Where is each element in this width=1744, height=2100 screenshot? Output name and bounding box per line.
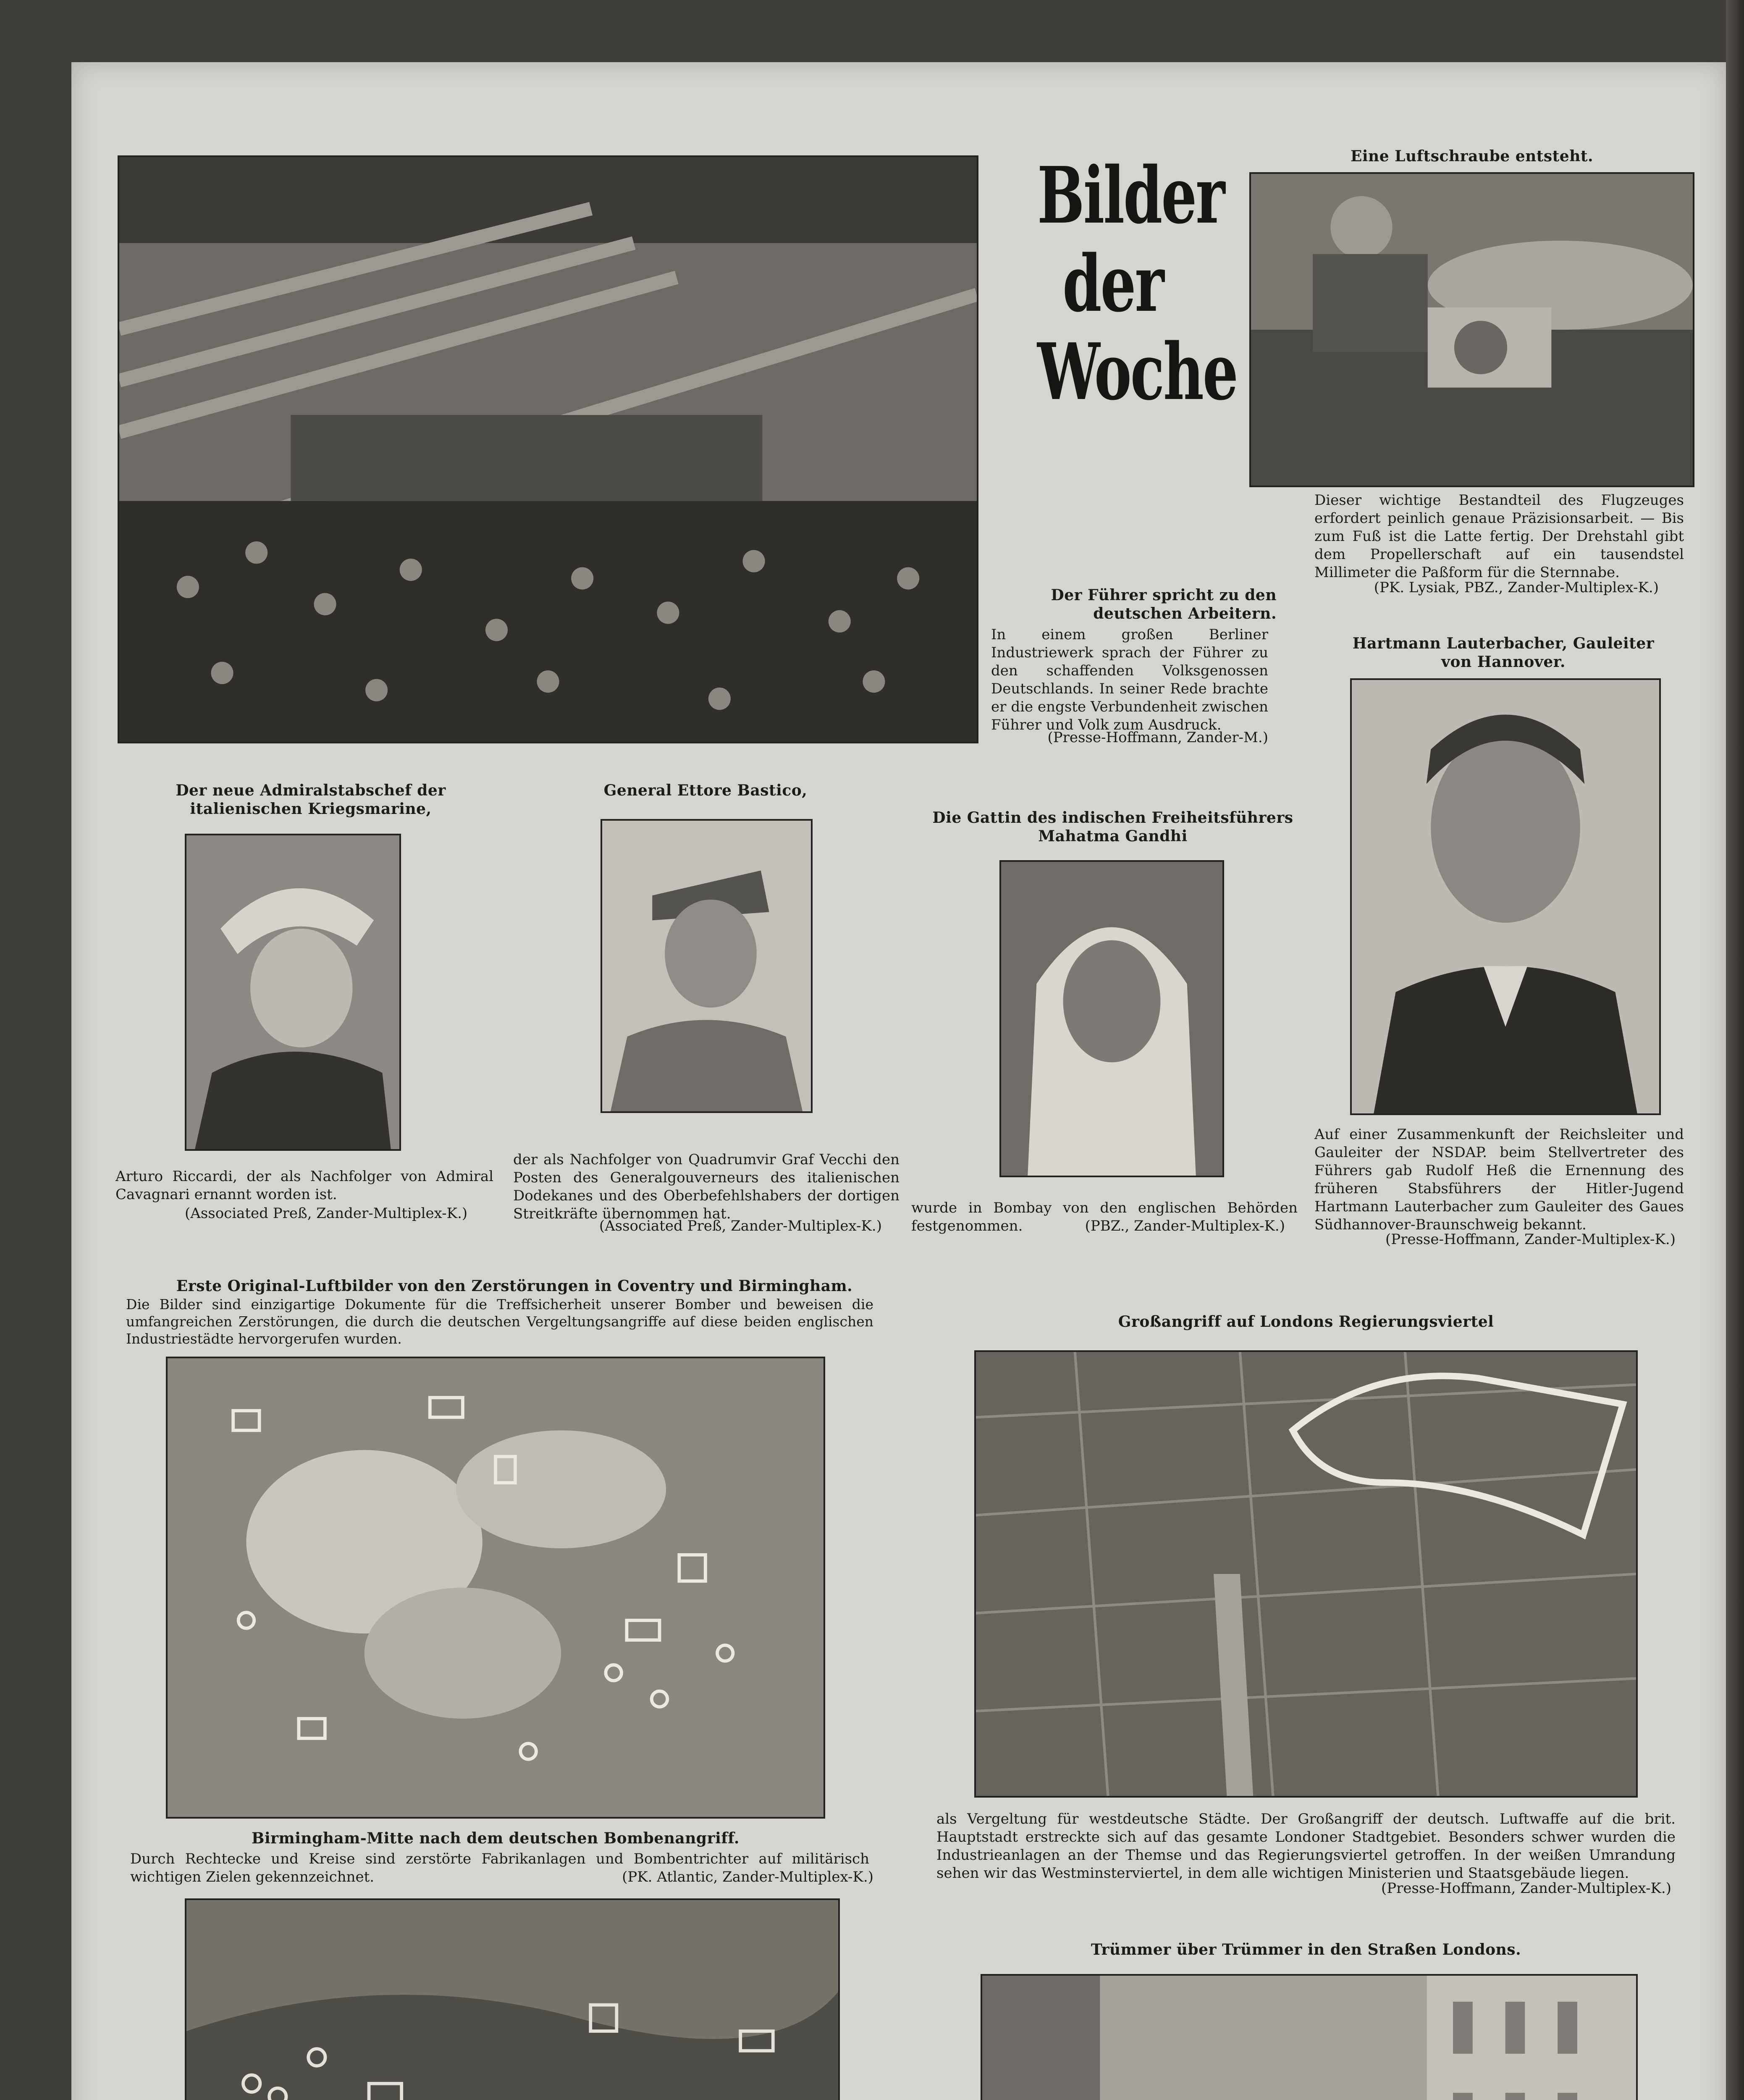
photo-london-aerial: [974, 1350, 1638, 1798]
photo-coventry: [185, 1898, 840, 2100]
birmingham-body: Durch Rechtecke und Kreise sind zerstörte Fabrikanlagen und Bombentrichter auf militärisch wichtigen Zielen gekennzeichnet.: [130, 1851, 869, 1885]
page-title: [1008, 150, 1237, 417]
gandhi-body: wurde in Bombay von den englischen Behörden festgenommen.: [911, 1200, 1298, 1234]
luftschraube-credit: (PK. Lysiak, PBZ., Zander-Multiplex-K.): [1374, 579, 1659, 596]
birmingham-credit: (PK. Atlantic, Zander-Multiplex-K.): [622, 1869, 873, 1885]
riccardi-body: Arturo Riccardi, der als Nachfolger von Admiral Cavagnari ernannt worden ist.: [115, 1168, 493, 1203]
photo-propeller: [1249, 172, 1694, 487]
birmingham-heading: Birmingham-Mitte nach dem deutschen Bombenangriff.: [252, 1830, 740, 1847]
bastico-credit: (Associated Preß, Zander-Multiplex-K.): [599, 1218, 882, 1234]
photo-birmingham: [166, 1357, 825, 1819]
fuehrer-credit: (Presse-Hoffmann, Zander-M.): [1047, 729, 1268, 746]
photo-fuehrer-speech: [118, 155, 978, 743]
london-heading: Großangriff auf Londons Regierungsviertel: [1118, 1313, 1494, 1331]
truemmer-heading: Trümmer über Trümmer in den Straßen Londons.: [1091, 1941, 1521, 1958]
gandhi-credit: (PBZ., Zander-Multiplex-K.): [1085, 1218, 1285, 1234]
bastico-body: der als Nachfolger von Quadrumvir Graf Vecchi den Posten des Generalgouverneurs des italienischen Dodekanes und des Oberbefehlshabers der dortigen Streitkräfte übernommen hat.: [513, 1151, 900, 1222]
bastico-heading: General Ettore Bastico,: [603, 782, 808, 799]
title-line-1: Bilder: [1037, 150, 1224, 241]
title-line-3: Woche: [1037, 326, 1237, 417]
luftbilder-heading: Erste Original-Luftbilder von den Zerstörungen in Coventry und Birmingham.: [176, 1277, 853, 1295]
title-line-2: der: [1062, 238, 1163, 329]
riccardi-heading: Der neue Admiralstabschef der italienischen Kriegsmarine,: [176, 782, 446, 818]
photo-riccardi: [185, 834, 401, 1151]
luftbilder-body: Die Bilder sind einzigartige Dokumente für die Treffsicherheit unserer Bomber und beweisen die umfangreichen Zerstörungen, die durch die deutschen Vergeltungsangriffe auf diese beiden englischen Industriestädte hervorgerufen wurden.: [126, 1296, 873, 1347]
luftschraube-body: Dieser wichtige Bestandteil des Flugzeuges erfordert peinlich genaue Präzisionsarbeit. — Bis zum Fuß ist die Latte fertig. Der Drehstahl gibt dem Propellerschaft auf ein tausendstel Millimeter die Paßform für die Sternnabe.: [1314, 492, 1684, 581]
london-body: als Vergeltung für westdeutsche Städte. Der Großangriff der deutsch. Luftwaffe auf die brit. Hauptstadt erstreckte sich auf das gesamte Londoner Stadtgebiet. Besonders schwer wurden die Industrieanlagen an der Themse und das Regierungsviertel getroffen. In der weißen Umrandung sehen wir das Westminsterviertel, in dem alle wichtigen Ministerien und Staatsgebäude liegen.: [936, 1811, 1676, 1882]
lauterbacher-credit: (Presse-Hoffmann, Zander-Multiplex-K.): [1385, 1231, 1676, 1248]
photo-truemmer: [981, 1974, 1638, 2100]
photo-bastico: [601, 819, 813, 1113]
photo-lauterbacher: [1350, 678, 1661, 1115]
london-credit: (Presse-Hoffmann, Zander-Multiplex-K.): [1381, 1880, 1671, 1897]
luftschraube-heading: Eine Luftschraube entsteht.: [1350, 147, 1594, 165]
page-edge: [1726, 0, 1744, 2100]
gandhi-heading: Die Gattin des indischen Freiheitsführers Mahatma Gandhi: [932, 809, 1293, 845]
fuehrer-heading: Der Führer spricht zu den deutschen Arbeitern.: [1051, 586, 1277, 622]
photo-gandhi: [999, 860, 1224, 1177]
riccardi-credit: (Associated Preß, Zander-Multiplex-K.): [185, 1205, 468, 1222]
lauterbacher-heading: Hartmann Lauterbacher, Gauleiter von Hannover.: [1352, 635, 1655, 671]
fuehrer-body: In einem großen Berliner Industriewerk sprach der Führer zu den schaffenden Volksgenossen Deutschlands. In seiner Rede brachte er die engste Verbundenheit zwischen Führer und Volk zum Ausdruck.: [991, 626, 1268, 733]
lauterbacher-body: Auf einer Zusammenkunft der Reichsleiter und Gauleiter der NSDAP. beim Stellvertreter des Führers gab Rudolf Heß die Ernennung des früheren Stabsführers der Hitler-Jugend Hartmann Lauterbacher zum Gauleiter des Gaues Südhannover-Braunschweig bekannt.: [1314, 1126, 1684, 1233]
